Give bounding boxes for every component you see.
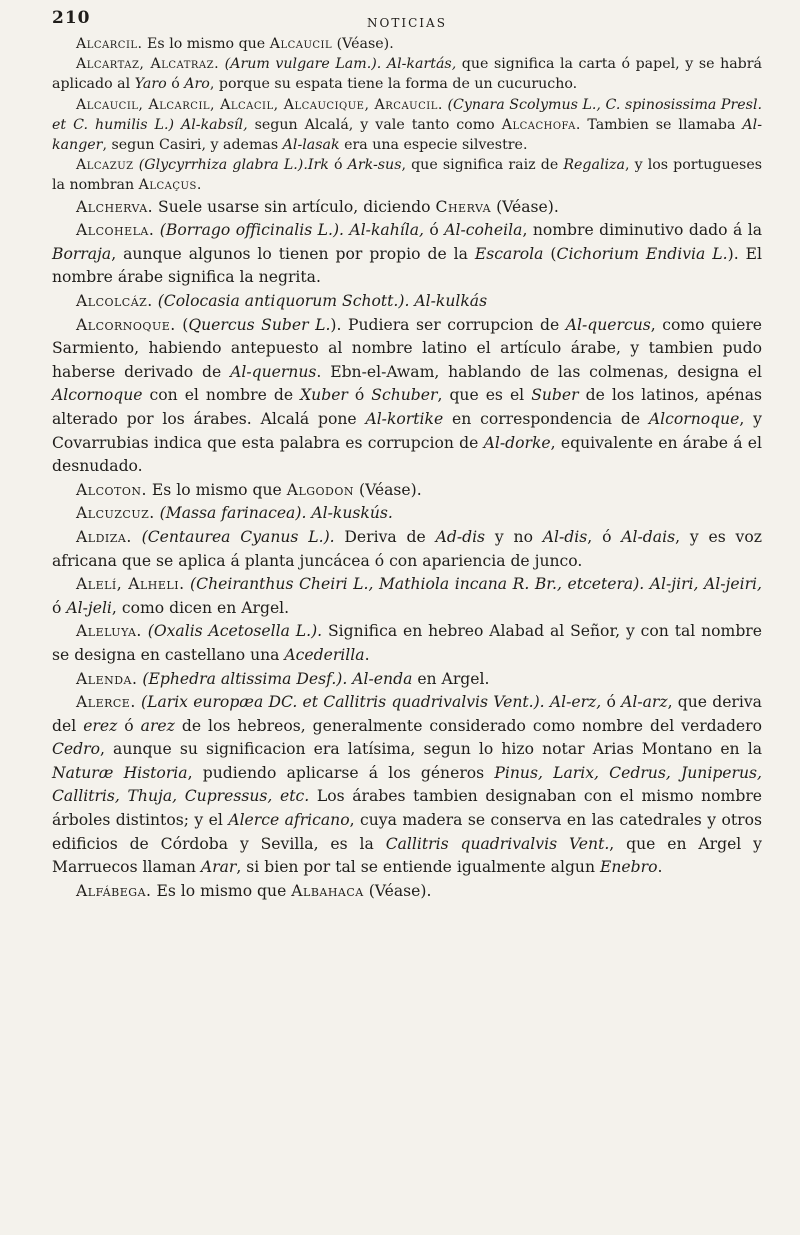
italic-text: Cedro — [52, 740, 100, 759]
entry-term: Alfábega. — [76, 881, 152, 900]
entry-text: (Véase). — [354, 480, 422, 499]
entry-text: , y los portugueses la nombran — [52, 157, 762, 194]
italic-text: Al-dais — [621, 527, 676, 546]
entry-text: Es lo mismo que — [146, 480, 287, 499]
italic-text: Escarola — [474, 244, 544, 263]
dictionary-entry — [52, 54, 762, 94]
entry-term: Alcaçus — [138, 177, 197, 194]
italic-text: Borraja — [52, 244, 112, 263]
entry-text: y no — [485, 527, 543, 546]
entry-term: Alenda. — [76, 669, 138, 688]
italic-text: Regaliza — [563, 157, 625, 174]
entry-text: ( — [175, 315, 189, 334]
entry-text: era una especie silvestre. — [339, 137, 528, 154]
italic-text: Al-dorke — [483, 433, 551, 452]
italic-text: (Larix europæa DC. et Callitris quadrivalvis Vent.). Al-erz, — [135, 693, 602, 712]
dictionary-entry — [52, 620, 762, 667]
entry-text: (Véase). — [363, 881, 432, 900]
entry-text: de los latinos, apénas alterado por los árabes. Alcalá pone — [52, 386, 762, 428]
italic-text: (Glycyrrhiza glabra L.).Irk — [133, 157, 329, 174]
dictionary-entry — [52, 573, 762, 620]
entry-text: Es lo mismo que — [142, 36, 270, 52]
entry-term: Alcachofa — [501, 116, 576, 133]
entry-text: (Véase). — [491, 197, 559, 216]
dictionary-entry — [52, 479, 762, 503]
dictionary-entry — [52, 34, 762, 54]
italic-text: (Colocasia antiquorum Schott.). Al-kulkás — [152, 292, 488, 310]
entry-text: (Véase). — [332, 36, 394, 52]
entry-text: ó — [328, 157, 348, 174]
entry-term: Aldiza. — [76, 527, 132, 546]
italic-text: (Cheiranthus Cheiri L., Mathiola incana R. Br., etcetera). Al-jiri, Al-jeiri, — [184, 575, 762, 594]
entry-text: , como quiere Sarmiento, habiendo antepuesto al nombre latino el artículo árabe, y tambien pudo haberse derivado de — [52, 315, 763, 381]
entry-text: , porque su espata tiene la forma de un cucurucho. — [209, 76, 578, 93]
entry-text: Suele usarse sin artículo, diciendo — [153, 197, 436, 216]
entry-text: , pudiendo aplicarse á los géneros — [187, 763, 495, 782]
entry-term: Alcarcil. — [76, 36, 143, 52]
dictionary-entry — [52, 196, 762, 220]
entry-term: Cherva — [435, 197, 492, 216]
entry-text: , que significa raiz de — [401, 157, 564, 174]
italic-text: Suber — [531, 386, 579, 405]
italic-text: Enebro — [599, 858, 658, 877]
entry-text: , aunque su significacion era latísima, segun lo hizo notar Arias Montano en la — [99, 740, 762, 759]
entry-term: Alcartaz, Alcatraz. — [76, 56, 220, 73]
entry-text: , aunque algunos lo tienen por propio de la — [111, 244, 475, 263]
entry-text: ó — [347, 386, 372, 405]
italic-text: Alcornoque — [648, 409, 740, 428]
entry-term: Alelí, Alheli. — [76, 575, 185, 594]
italic-text: (Arum vulgare Lam.). Al-kartás, — [219, 56, 457, 73]
entry-term: Albahaca — [291, 881, 364, 900]
entry-text: , que deriva del — [52, 693, 762, 735]
entry-term: Alcherva. — [76, 197, 154, 216]
italic-text: (Borrago officinalis L.). Al-kahíla, — [154, 221, 424, 240]
entry-text: ó — [166, 76, 185, 93]
italic-text: Acederilla — [284, 645, 365, 664]
entry-text: Significa en hebreo Alabad al Señor, y con tal nombre se designa en castellano una — [52, 622, 762, 664]
entry-text: , nombre diminutivo dado á la — [522, 221, 762, 240]
entry-text: . Ebn-el-Awam, hablando de las colmenas, designa el — [316, 362, 762, 381]
entry-term: Alcazuz — [76, 157, 134, 174]
entry-text: segun Alcalá, y vale tanto como — [247, 116, 502, 133]
dictionary-entry — [52, 668, 762, 692]
italic-text: Al-lasak — [282, 137, 340, 154]
entry-term: Alcuzcuz. — [76, 504, 155, 523]
entry-text: , que es el — [437, 386, 532, 405]
entry-term: Algodon — [286, 480, 355, 499]
entry-text: Es lo mismo que — [151, 881, 292, 900]
italic-text: Schuber — [371, 386, 438, 405]
entry-text: . — [196, 177, 202, 194]
entry-term: Alcoton. — [76, 480, 147, 499]
dictionary-entry — [52, 502, 762, 526]
italic-text: Callitris quadrivalvis Vent. — [385, 834, 610, 853]
italic-text: (Centaurea Cyanus L.). — [131, 527, 335, 546]
dictionary-entry — [52, 95, 762, 156]
entry-text: . — [364, 645, 370, 664]
italic-text: Ark-sus — [347, 157, 402, 174]
entry-text: con el nombre de — [142, 386, 301, 405]
entry-term: Alcohela. — [76, 221, 155, 240]
italic-text: arez — [140, 716, 175, 735]
italic-text: Al-dis — [542, 527, 588, 546]
entry-text: . Tambien se llamaba — [575, 116, 743, 133]
dictionary-entry — [52, 290, 762, 314]
entry-text: , equivalente en árabe á el desnudado. — [52, 433, 762, 476]
entry-text: ). El nombre árabe significa la negrita. — [52, 244, 762, 287]
dictionary-entries — [52, 34, 762, 903]
page-header — [52, 8, 762, 34]
italic-text: Pinus, Larix, Cedrus, Juniperus, Callitris, Thuja, Cupressus, etc. — [52, 763, 762, 806]
italic-text: Ad-dis — [435, 527, 486, 546]
dictionary-entry — [52, 880, 762, 904]
italic-text: (Oxalis Acetosella L.). — [141, 622, 323, 641]
italic-text: Aro — [184, 76, 210, 93]
entry-text: , segun Casiri, y ademas — [102, 137, 283, 154]
entry-text: ó — [52, 598, 67, 617]
italic-text: (Ephedra altissima Desf.). Al-enda — [137, 669, 413, 688]
entry-term: Alerce. — [76, 693, 136, 712]
dictionary-entry — [52, 219, 762, 290]
italic-text: Naturæ Historia — [52, 763, 188, 782]
entry-term: Alcolcáz. — [76, 292, 153, 310]
entry-text: Deriva de — [334, 527, 436, 546]
italic-text: Alcornoque — [52, 386, 143, 405]
italic-text: Yaro — [134, 76, 167, 93]
italic-text: Al-jeli — [66, 598, 112, 617]
dictionary-entry — [52, 155, 762, 195]
running-head: NOTICIAS — [367, 16, 447, 30]
entry-text: , cuya madera se conserva en las catedrales y otros edificios de Córdoba y Sevilla, es la — [52, 811, 763, 853]
italic-text: erez — [83, 716, 118, 735]
entry-text: Los árabes tambien designaban con el mismo nombre árboles distintos; y el — [52, 787, 763, 830]
italic-text: Al-kanger — [52, 116, 762, 154]
entry-text: ó — [117, 716, 141, 735]
dictionary-entry — [52, 314, 762, 479]
entry-term: Alcaucil — [269, 36, 333, 52]
italic-text: Arar — [200, 858, 237, 877]
dictionary-entry — [52, 526, 762, 573]
page — [52, 8, 762, 903]
entry-text: de los hebreos, generalmente considerado como nombre del verdadero — [174, 716, 762, 735]
entry-text: . — [657, 858, 663, 877]
entry-text: ). Pudiera ser corrupcion de — [330, 315, 566, 334]
italic-text: Al-arz — [621, 693, 668, 712]
entry-term: Alcaucil, Alcarcil, Alcacil, Alcaucique, Arcaucil. — [76, 96, 443, 113]
italic-text: Quercus Suber L. — [188, 315, 331, 334]
entry-text: que significa la carta ó papel, y se habrá aplicado al — [52, 56, 762, 93]
italic-text: Al-quernus — [230, 362, 317, 381]
entry-text: , que en Argel y Marruecos llaman — [52, 834, 762, 877]
italic-text: Cichorium Endivia L. — [556, 244, 728, 263]
entry-text: , ó — [587, 527, 622, 546]
entry-text: , y es voz africana que se aplica á planta juncácea ó con apariencia de junco. — [52, 527, 762, 570]
entry-text: en correspondencia de — [443, 409, 649, 428]
italic-text: (Massa farinacea). Al-kuskús. — [154, 504, 393, 523]
italic-text: Xuber — [300, 386, 348, 405]
entry-text: ó — [423, 221, 445, 240]
entry-text: ( — [543, 244, 557, 263]
entry-text: , si bien por tal se entiende igualmente algun — [236, 858, 600, 877]
page-number: 210 — [52, 8, 91, 28]
italic-text: Al-coheila — [444, 221, 523, 240]
italic-text: Al-quercus — [565, 315, 651, 334]
italic-text: Al-kortike — [365, 409, 444, 428]
entry-text: en Argel. — [412, 669, 490, 688]
italic-text: (Cynara Scolymus L., C. spinosissima Presl. et C. humilis L.) Al-kabsíl, — [52, 96, 762, 133]
entry-text: ó — [601, 693, 622, 712]
entry-text: , y Covarrubias indica que esta palabra es corrupcion de — [52, 409, 762, 452]
dictionary-entry — [52, 691, 762, 880]
entry-term: Alcornoque. — [76, 315, 176, 334]
entry-term: Aleluya. — [76, 622, 142, 641]
italic-text: Alerce africano — [228, 811, 350, 830]
entry-text: , como dicen en Argel. — [111, 598, 290, 617]
